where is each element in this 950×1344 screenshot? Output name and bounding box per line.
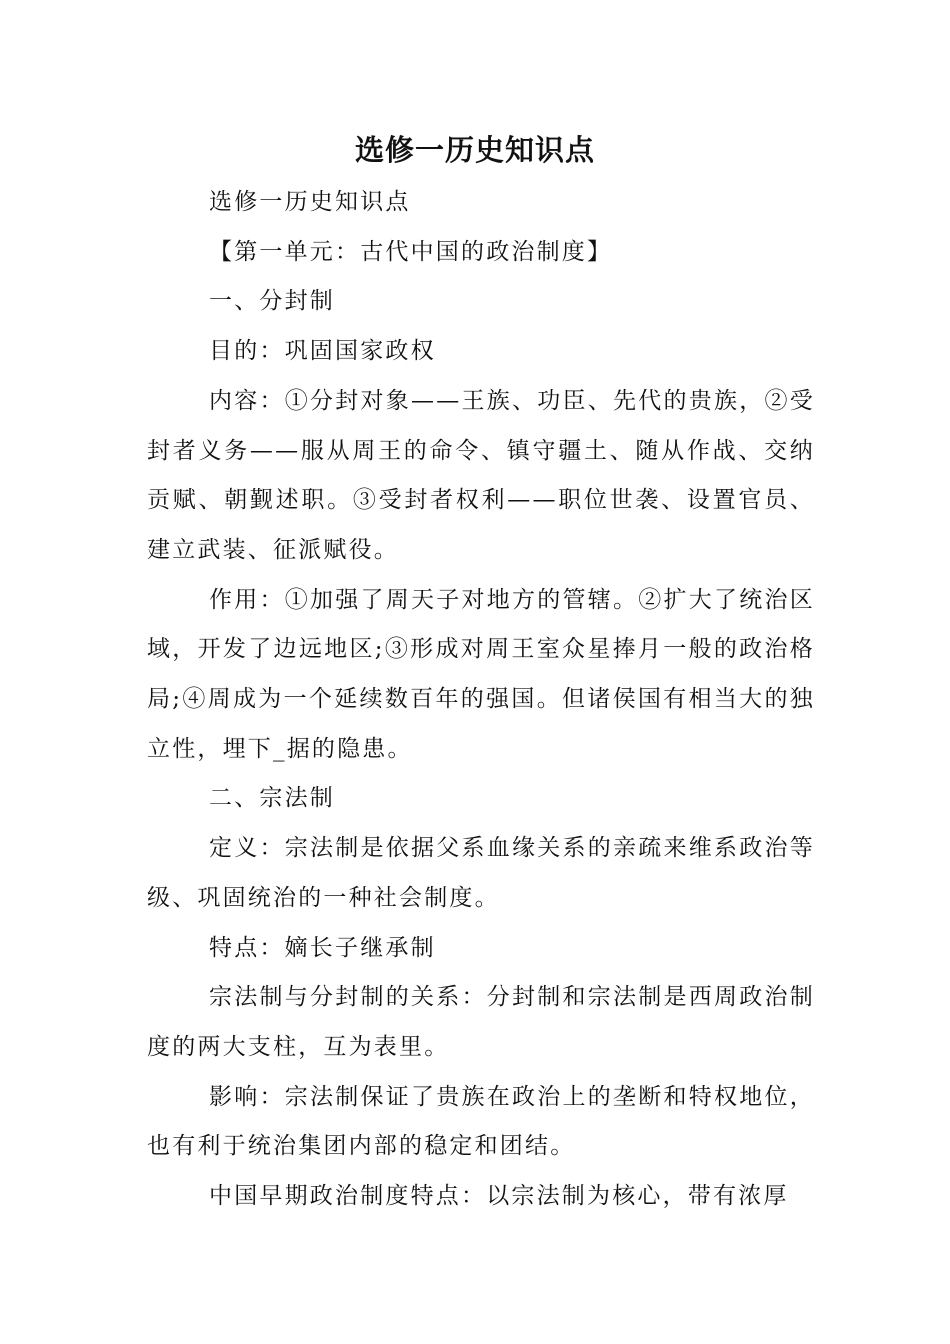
paragraph: 内容：①分封对象——王族、功臣、先代的贵族，②受封者义务——服从周王的命令、镇守疆土、随从作战、交纳贡赋、朝觐述职。③受封者权利——职位世袭、设置官员、建立武装、征派赋役。 — [147, 387, 815, 563]
paragraph: 中国早期政治制度特点：以宗法制为核心，带有浓厚 — [209, 1183, 789, 1210]
paragraph: 宗法制与分封制的关系：分封制和宗法制是西周政治制度的两大支柱，互为表里。 — [147, 984, 815, 1060]
paragraph-subtitle: 选修一历史知识点 — [209, 189, 411, 215]
document-title: 选修一历史知识点 — [354, 133, 595, 167]
paragraph-unit-heading: 【第一单元：古代中国的政治制度】 — [209, 238, 613, 265]
paragraph: 作用：①加强了周天子对地方的管辖。②扩大了统治区域，开发了边远地区;③形成对周王室众星捧月一般的政治格局;④周成为一个延续数百年的强国。但诸侯国有相当大的独立性，埋下_据的隐患。 — [147, 586, 815, 762]
paragraph: 定义：宗法制是依据父系血缘关系的亲疏来维系政治等级、巩固统治的一种社会制度。 — [147, 835, 815, 911]
paragraph-section-heading: 一、分封制 — [209, 288, 335, 315]
paragraph-section-heading: 二、宗法制 — [209, 785, 335, 812]
paragraph: 影响：宗法制保证了贵族在政治上的垄断和特权地位，也有利于统治集团内部的稳定和团结。 — [147, 1083, 815, 1160]
paragraph: 目的：巩固国家政权 — [209, 338, 436, 365]
document-body — [147, 178, 815, 1222]
paragraph: 特点：嫡长子继承制 — [209, 934, 436, 961]
